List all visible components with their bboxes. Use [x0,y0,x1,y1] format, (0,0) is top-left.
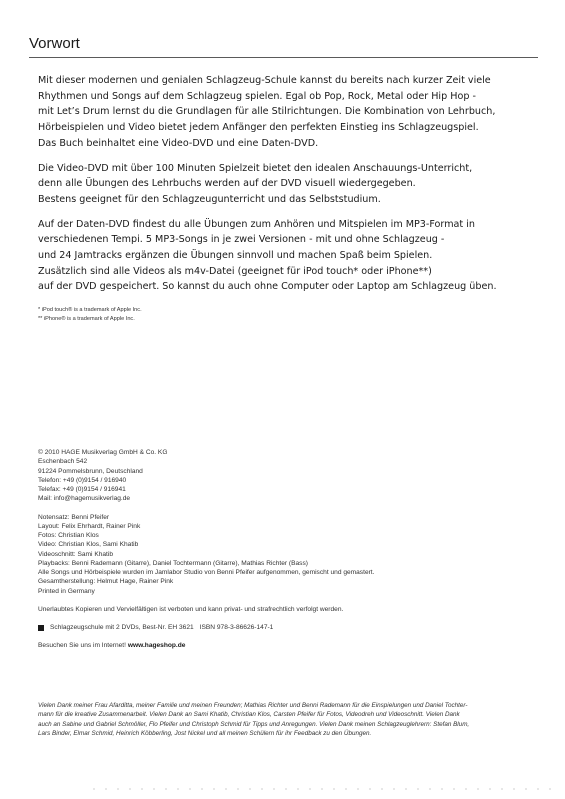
footnotes [38,306,338,324]
credit-line: Fotos: Christian Klos [38,532,99,539]
text-line: Auf der Daten-DVD findest du alle Übungen zum Anhören und Mitspielen im MP3-Format in [38,218,475,230]
text-line: verschiedenen Tempi. 5 MP3-Songs in je zwei Versionen - mit und ohne Schlagzeug - [38,234,445,246]
intro-paragraph-1 [38,73,528,152]
text-line: auf der DVD gespeichert. So kannst du auch ohne Computer oder Laptop am Schlagzeug üben. [38,281,497,293]
thanks-line: Vielen Dank meiner Frau Afarditta, meiner Familie und meinen Freunden; Mathias Richter und Benni Rademann für die Einspielungen und Daniel Tochter- [38,702,468,709]
square-bullet-icon [38,625,44,631]
footnote: ** iPhone® is a trademark of Apple Inc. [38,316,135,322]
thanks-line: Lars Binder, Elmar Schmid, Heinrich Köbberling, Jost Nickel und all meinen Schülern für ihr Feedback zu den Übungen. [38,729,372,737]
publisher-line: Telefax: +49 (0)9154 / 916941 [38,486,126,493]
credit-line: Video: Christian Klos, Sami Khatib [38,541,139,549]
publisher-line: Mail: info@hagemusikverlag.de [38,495,131,503]
text-line: Hörbeispielen und Video bietet jedem Anfänger den perfekten Einstieg ins Schlagzeugspiel. [38,122,479,134]
text-line: denn alle Übungen des Lehrbuchs werden auf der DVD visuell wiedergegeben. [38,178,416,190]
text-line: Rhythmen und Songs auf dem Schlagzeug spielen. Egal ob Pop, Rock, Metal oder Hip Hop - [38,90,476,102]
isbn-text: ISBN 978-3-86626-147-1 [199,624,274,631]
imprint [38,448,528,660]
visit-text: Besuchen Sie uns im Internet! [38,642,128,650]
title-divider [29,57,538,58]
publisher-line: Telefon: +49 (0)9154 / 916940 [38,476,127,484]
credit-line: Layout: Felix Ehrhardt, Rainer Pink [38,522,141,530]
publisher-line: 91224 Pommelsbrunn, Deutschland [38,467,143,475]
order-info [38,623,528,632]
copyright-text: Unerlaubtes Kopieren und Vervielfältigen ist verboten und kann privat- und strafrechtlich verfolgt werden. [38,605,344,613]
credit-line: Printed in Germany [38,587,95,595]
text-line: Mit dieser modernen und genialen Schlagzeug-Schule kannst du bereits nach kurzer Zeit viele [38,75,491,86]
bottom-dotted-rule [88,788,558,790]
footnote: * iPod touch® is a trademark of Apple Inc. [38,307,142,313]
website-link[interactable]: www.hageshop.de [127,642,186,650]
publisher-line: Eschenbach 542 [38,458,88,466]
text-line: Bestens geeignet für den Schlagzeugunterricht und das Selbststudium. [38,193,381,205]
order-text: Schlagzeugschule mit 2 DVDs, Best-Nr. EH 3621 [50,624,194,631]
page-title: Vorwort [29,35,80,52]
credit-line: Notensatz: Benni Pfeifer [38,513,110,521]
intro-text [38,73,528,304]
publisher-line: © 2010 HAGE Musikverlag GmbH & Co. KG [38,449,168,456]
text-line: mit Let’s Drum lernst du die Grundlagen für alle Stilrichtungen. Die Kombination von Lehrbuch, [38,106,496,118]
text-line: und 24 Jamtracks ergänzen die Übungen sinnvoll und machen Spaß beim Spielen. [38,250,433,262]
credit-line: Videoschnitt: Sami Khatib [38,550,114,558]
intro-paragraph-3 [38,217,528,296]
thanks-line: mann für die kreative Zusammenarbeit. Vielen Dank an Sami Khatib, Christian Klos, Carsten Pfeifer für Fotos, Videodreh und Videoschnitt. Vielen Dank [38,711,460,719]
text-line: Zusätzlich sind alle Videos als m4v-Datei (geeignet für iPod touch* oder iPhone**) [38,265,432,277]
credits [38,513,528,596]
copyright-notice [38,605,528,614]
thanks-line: auch an Sabine und Gabriel Schmöller, Flo Pfeifer und Christoph Schmid für Tipps und Anregungen. Vielen Dank meinen Schlagzeuglehrern: Stefan Blum, [38,720,470,728]
text-line: Das Buch beinhaltet eine Video-DVD und eine Daten-DVD. [38,137,319,149]
visit-line [38,641,528,650]
publisher-address [38,448,528,504]
credit-line: Alle Songs und Hörbeispiele wurden im Jamlabor Studio von Benni Pfeifer aufgenommen, gemischt und gemastert. [38,569,375,576]
title-bar [29,35,538,58]
text-line: Die Video-DVD mit über 100 Minuten Spielzeit bietet den idealen Anschauungs-Unterricht, [38,162,473,174]
intro-paragraph-2 [38,161,528,208]
acknowledgements [38,701,528,738]
credit-line: Playbacks: Benni Rademann (Gitarre), Daniel Tochtermann (Gitarre), Mathias Richter (Bass) [38,559,308,567]
credit-line: Gesamtherstellung: Helmut Hage, Rainer Pink [38,578,174,586]
